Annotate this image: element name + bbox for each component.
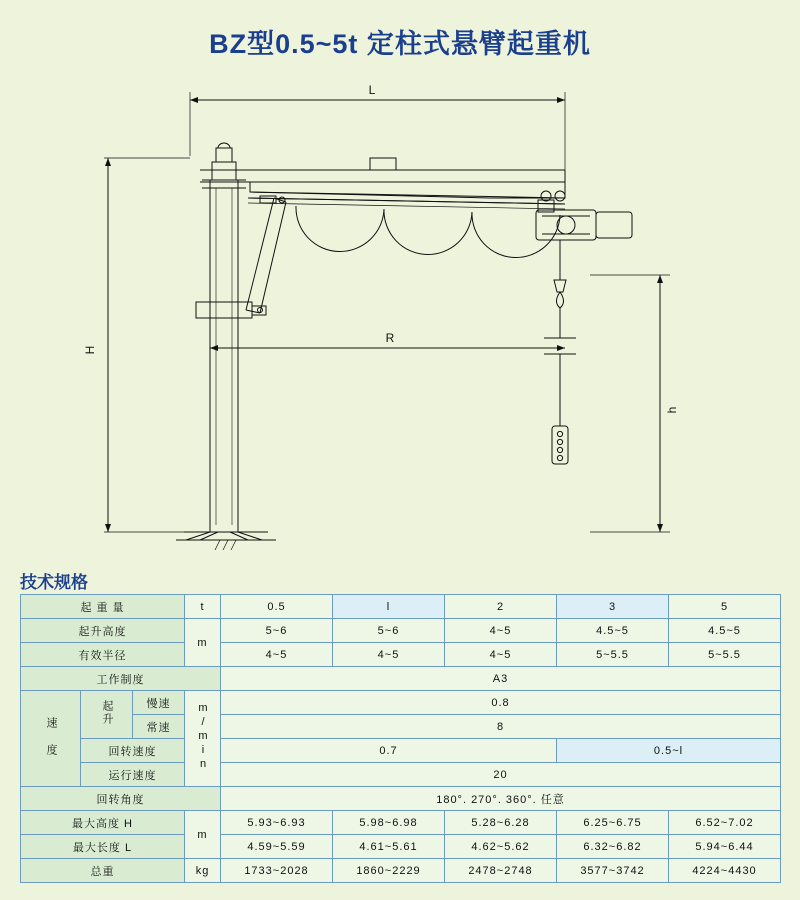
cell-max-height-4: 6.25~6.75 [557, 811, 669, 835]
row-unit-meters: m [185, 619, 221, 667]
row-label-max-length: 最大长度 L [21, 835, 185, 859]
cell-capacity-5: 5 [669, 595, 781, 619]
table-row [21, 763, 781, 787]
cell-max-length-5: 5.94~6.44 [669, 835, 781, 859]
row-label-rotate-speed: 回转速度 [81, 739, 185, 763]
cell-lift-height-1: 5~6 [221, 619, 333, 643]
label-height: H [83, 345, 97, 355]
table-row [21, 811, 781, 835]
row-label-rotate-angle: 回转角度 [21, 787, 221, 811]
row-label-travel-speed: 运行速度 [81, 763, 185, 787]
cell-max-height-1: 5.93~6.93 [221, 811, 333, 835]
section-title: 技术规格 [20, 573, 88, 592]
table-row [21, 859, 781, 883]
row-label-slow: 慢速 [133, 691, 185, 715]
cell-max-length-1: 4.59~5.59 [221, 835, 333, 859]
cell-capacity-4: 3 [557, 595, 669, 619]
cell-lift-height-4: 4.5~5 [557, 619, 669, 643]
cell-max-length-2: 4.61~5.61 [333, 835, 445, 859]
cell-capacity-3: 2 [445, 595, 557, 619]
crane-diagram-svg [60, 70, 750, 550]
row-label-speed: 速 度 [21, 691, 81, 787]
cell-total-weight-1: 1733~2028 [221, 859, 333, 883]
table-row [21, 619, 781, 643]
table-row [21, 715, 781, 739]
cell-max-height-5: 6.52~7.02 [669, 811, 781, 835]
cell-rotate-speed-2: 0.5~l [557, 739, 781, 763]
cell-max-length-4: 6.32~6.82 [557, 835, 669, 859]
page-title: BZ型0.5~5t 定柱式悬臂起重机 [209, 29, 591, 59]
cell-radius-4: 5~5.5 [557, 643, 669, 667]
cell-capacity-2: l [333, 595, 445, 619]
cell-work-system: A3 [221, 667, 781, 691]
row-label-normal: 常速 [133, 715, 185, 739]
table-row [21, 595, 781, 619]
row-label-radius: 有效半径 [21, 643, 185, 667]
row-label-max-height: 最大高度 H [21, 811, 185, 835]
table-row [21, 787, 781, 811]
row-unit-kg: kg [185, 859, 221, 883]
cell-radius-2: 4~5 [333, 643, 445, 667]
cell-slow-speed: 0.8 [221, 691, 781, 715]
cell-lift-height-5: 4.5~5 [669, 619, 781, 643]
cell-rotate-speed-1: 0.7 [221, 739, 557, 763]
cell-normal-speed: 8 [221, 715, 781, 739]
cell-max-length-3: 4.62~5.62 [445, 835, 557, 859]
row-unit-capacity: t [185, 595, 221, 619]
cell-radius-5: 5~5.5 [669, 643, 781, 667]
cell-radius-1: 4~5 [221, 643, 333, 667]
cell-max-height-2: 5.98~6.98 [333, 811, 445, 835]
table-row [21, 691, 781, 715]
table-row [21, 667, 781, 691]
cell-rotate-angle: 180°. 270°. 360°. 任意 [221, 787, 781, 811]
row-label-lift-height: 起升高度 [21, 619, 185, 643]
cell-lift-height-3: 4~5 [445, 619, 557, 643]
cell-total-weight-3: 2478~2748 [445, 859, 557, 883]
table-row [21, 739, 781, 763]
cell-capacity-1: 0.5 [221, 595, 333, 619]
cell-total-weight-4: 3577~3742 [557, 859, 669, 883]
cell-total-weight-5: 4224~4430 [669, 859, 781, 883]
row-unit-speed: m/min [185, 691, 221, 787]
label-lift-height: h [665, 406, 679, 414]
row-label-lift: 起升 [81, 691, 133, 739]
cell-lift-height-2: 5~6 [333, 619, 445, 643]
row-label-total-weight: 总重 [21, 859, 185, 883]
crane-diagram [60, 70, 750, 550]
label-span: L [368, 83, 376, 97]
table-row [21, 835, 781, 859]
spec-table [20, 594, 781, 883]
row-label-capacity: 起 重 量 [21, 595, 185, 619]
table-row [21, 643, 781, 667]
row-unit-max-meters: m [185, 811, 221, 859]
label-radius: R [385, 331, 395, 345]
row-label-work-system: 工作制度 [21, 667, 221, 691]
cell-total-weight-2: 1860~2229 [333, 859, 445, 883]
cell-max-height-3: 5.28~6.28 [445, 811, 557, 835]
cell-radius-3: 4~5 [445, 643, 557, 667]
cell-travel-speed: 20 [221, 763, 781, 787]
